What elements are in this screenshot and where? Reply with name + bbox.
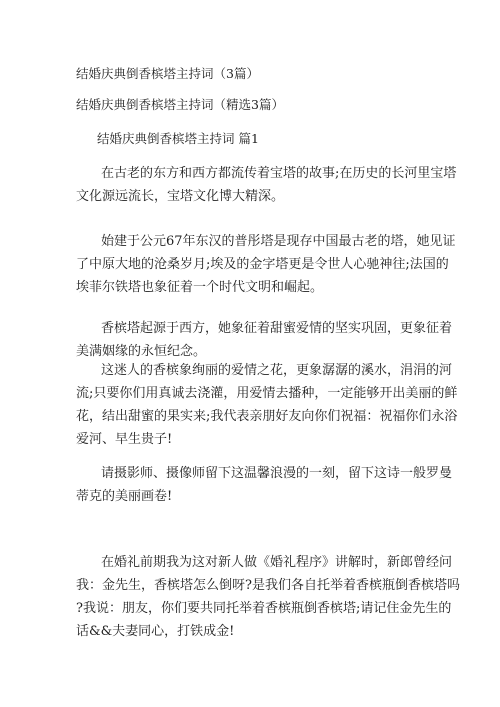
paragraph-line: 文化源远流长，宝塔文化博大精深。 <box>76 189 285 204</box>
paragraph-line: 在婚礼前期我为这对新人做《婚礼程序》讲解时，新郎曾经问 <box>101 555 453 570</box>
paragraph-line: 蒂克的美丽画卷! <box>76 489 173 504</box>
paragraph-line: 这迷人的香槟象绚丽的爱情之花，更象潺潺的溪水，涓涓的河 <box>101 363 453 378</box>
section-heading: 结婚庆典倒香槟塔主持词 篇1 <box>97 131 259 146</box>
paragraph-line: 话&&夫妻同心，打铁成金! <box>76 624 235 639</box>
paragraph-3 <box>76 317 453 363</box>
paragraph-5 <box>76 462 453 508</box>
paragraph-line: ?我说：朋友，你们要共同托举着香槟瓶倒香槟塔;请记住金先生的 <box>76 601 452 616</box>
paragraph-4 <box>76 359 458 451</box>
paragraph-line: 爱河、早生贵子! <box>76 432 173 447</box>
paragraph-line: 了中原大地的沧桑岁月;埃及的金字塔更是令世人心驰神往;法国的 <box>76 257 449 272</box>
paragraph-2 <box>76 230 456 299</box>
paragraph-line: 请摄影师、摄像师留下这温馨浪漫的一刻，留下这诗一般罗曼 <box>101 466 453 481</box>
paragraph-line: 始建于公元67年东汉的普彤塔是现存中国最古老的塔，她见证 <box>101 234 456 249</box>
paragraph-line: 流;只要你们用真诚去浇灌，用爱情去播种，一定能够开出美丽的鲜 <box>76 386 458 401</box>
paragraph-line: 我：金先生，香槟塔怎么倒呀?是我们各自托举着香槟瓶倒香槟塔吗 <box>76 578 460 593</box>
paragraph-line: 在古老的东方和西方都流传着宝塔的故事;在历史的长河里宝塔 <box>101 166 457 181</box>
document-subtitle: 结婚庆典倒香槟塔主持词（精选3篇） <box>76 97 284 112</box>
paragraph-line: 花，结出甜蜜的果实来;我代表亲朋好友向你们祝福：祝福你们永浴 <box>76 409 458 424</box>
paragraph-line: 香槟塔起源于西方，她象征着甜蜜爱情的坚实巩固，更象征着 <box>101 321 453 336</box>
document-title: 结婚庆典倒香槟塔主持词（3篇） <box>76 66 259 81</box>
paragraph-6 <box>76 551 460 643</box>
paragraph-1 <box>76 162 457 208</box>
paragraph-line: 美满姻缘的永恒纪念。 <box>76 344 207 359</box>
paragraph-line: 埃菲尔铁塔也象征着一个时代文明和崛起。 <box>76 280 324 295</box>
